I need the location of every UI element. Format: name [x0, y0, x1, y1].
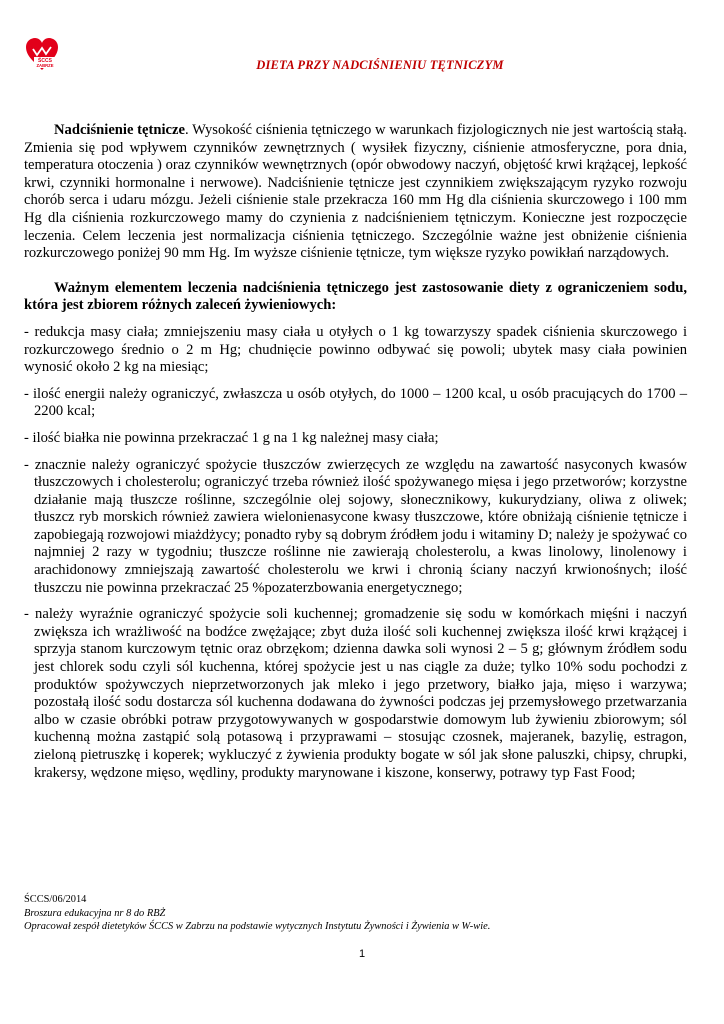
document-title: DIETA PRZY NADCIŚNIENIU TĘTNICZYM	[256, 58, 504, 72]
brochure-edition: Broszura edukacyjna nr 8 do RBŻ	[24, 907, 166, 919]
intro-paragraph	[24, 122, 687, 263]
list-item: - należy wyraźnie ograniczyć spożycie soli kuchennej; gromadzenie się sodu w komórkach mięśni i naczyń zwiększa ich wrażliwość na bodźce zwężające; zbyt duża ilość soli kuchennej zwiększa ilość krwi krążącej i sprzyja stanom kurczowym tętnic oraz obrzękom; dzienna dawka soli wynosi 2 – 5 g; głównym źródłem sodu jest chlorek sodu czyli sól kuchenna, której spożycie jest u nas ciągle za duże; tylko 10% sodu pochodzi z produktów spożywczych nieprzetworzonych jak mleko i jego przetwory, białko jaja, mięso i warzywa; pozostałą ilość sodu dostarcza sól kuchenna dodawana do żywności podczas jej przemysłowego przetwarzania albo w czasie obróbki potraw przygotowywanych w gospodarstwie domowym lub żywieniu zbiorowym; sól kuchenną można zastąpić solą potasową i przyprawami – stosując czosnek, majeranek, bazylię, estragon, zieloną pietruszkę i koperek; wykluczyć z żywienia produkty bogate w sól jak słone paluszki, chipsy, chrupki, krakersy, wędzone mięso, wędliny, produkty marynowane i kiszone, konserwy, potrawy typ Fast Food;	[24, 606, 687, 781]
footer	[24, 893, 704, 934]
document-code: ŚCCS/06/2014	[24, 894, 87, 905]
intro-term: Nadciśnienie tętnicze	[54, 122, 185, 138]
svg-text:ŚCCS: ŚCCS	[38, 58, 52, 64]
svg-text:ZABRZE: ZABRZE	[36, 63, 54, 68]
authors-note: Opracował zespół dietetyków ŚCCS w Zabrzu na podstawie wytycznych Instytutu Żywności i Żywienia w W-wie.	[24, 921, 491, 932]
list-item: - redukcja masy ciała; zmniejszeniu masy ciała u otyłych o 1 kg towarzyszy spadek ciśnienia skurczowego i rozkurczowego średnio o 2 m Hg; chudnięcie powinno odbywać się powoli; ubytek masy ciała powinien wynosić około 2 kg na miesiąc;	[24, 323, 687, 376]
sccs-zabrze-logo	[24, 36, 60, 72]
list-item: - znacznie należy ograniczyć spożycie tłuszczów zwierzęcych ze względu na zawartość nasyconych kwasów tłuszczowych i cholesterolu; ograniczyć trzeba również ilość spożywanego mięsa i jego przetworów; korzystne działanie mają tłuszcze roślinne, szczególnie olej sojowy, słonecznikowy, kukurydziany, oliwa z oliwek; tłuszcz ryb morskich również zawiera wielonienasycone kwasy tłuszczowe, które obniżają ciśnienie tętnicze i zapobiegają rozwojowi miażdżycy; ponadto ryby są dobrym źródłem jodu i witaminy D; należy je spożywać co najmniej 2 razy w tygodniu; tłuszcze roślinne nie zawierają cholesterolu, a kwas linolowy, linolenowy i arachidonowy zmniejszają zawartość cholesterolu we krwi i chronią ściany naczyń krwionośnych; ilość tłuszczu nie powinna przekraczać 25 %pozaterzbowania energetycznego;	[24, 456, 687, 596]
diet-lead-paragraph: Ważnym elementem leczenia nadciśnienia tętniczego jest zastosowanie diety z ograniczeniem sodu, która jest zbiorem różnych zaleceń żywieniowych:	[24, 279, 687, 314]
page-number: 1	[358, 948, 366, 960]
list-item: - ilość energii należy ograniczyć, zwłaszcza u osób otyłych, do 1000 – 1200 kcal, u osób pracujących do 1700 – 2200 kcal;	[24, 385, 687, 420]
document-body	[24, 122, 687, 791]
list-item: - ilość białka nie powinna przekraczać 1 g na 1 kg należnej masy ciała;	[24, 429, 439, 446]
intro-text: . Wysokość ciśnienia tętniczego w warunkach fizjologicznych nie jest wartością stałą. Zmienia się pod wpływem czynników zewnętrznych ( wysiłek fizyczny, ciśnienie atmosferyczne, pora dnia, temperatura otoczenia ) oraz czynników wewnętrznych (opór obwodowy naczyń, objętość krwi krążącej, lepkość krwi, czynniki hormonalne i nerwowe). Nadciśnienie tętnicze jest czynnikiem zwiększającym ryzyko rozwoju chorób serca i udaru mózgu. Jeżeli ciśnienie stale przekracza 160 mm Hg dla ciśnienia skurczowego i 100 mm Hg dla ciśnienia rozkurczowego mamy do czynienia z nadciśnieniem tętniczym. Konieczne jest rozpoczęcie leczenia. Celem leczenia jest normalizacja ciśnienia tętniczego. Szczególnie ważne jest obniżenie ciśnienia rozkurczowego poniżej 90 mm Hg. Im wyższe ciśnienie tętnicze, tym większe ryzyko powikłań narządowych.	[24, 122, 687, 262]
